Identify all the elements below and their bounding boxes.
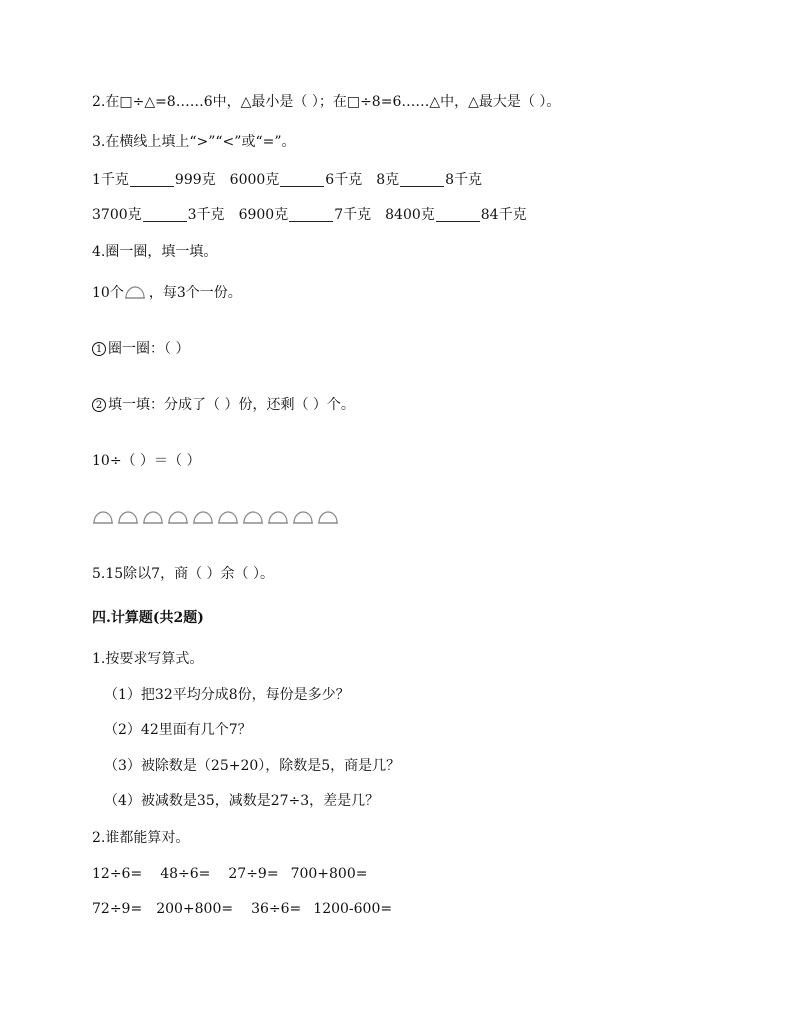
compare-right: 7千克 <box>334 207 372 223</box>
question-3-title: 3.在横线上填上“>”“<”或“=”。 <box>92 134 296 150</box>
steamed-bun-icon[interactable] <box>267 511 289 525</box>
compare-left: 3700克 <box>92 207 142 223</box>
question-4-item-1 <box>92 340 189 358</box>
answer-blank[interactable] <box>130 174 174 187</box>
question-2: 2.在□÷△=8……6中，△最小是（ ）；在□÷8=6……△中，△最大是（ ）。 <box>92 94 561 110</box>
expression: 12÷6= <box>92 866 143 882</box>
calc-2-row-2 <box>92 900 392 918</box>
compare-left: 1千克 <box>92 172 129 188</box>
question-4-equation: 10÷（ ）＝（ ） <box>92 453 201 469</box>
compare-right: 3千克 <box>187 207 225 223</box>
steamed-bun-icon[interactable] <box>192 511 214 525</box>
steamed-bun-icon[interactable] <box>92 511 114 525</box>
calc-2-title: 2.谁都能算对。 <box>92 830 190 846</box>
item-text: 圈一圈：（ ） <box>108 341 190 357</box>
intro-prefix: 10个 <box>92 285 124 301</box>
answer-blank[interactable] <box>143 209 187 222</box>
expression: 72÷9= <box>92 901 143 917</box>
intro-suffix: ，每3个一份。 <box>148 285 242 301</box>
section-4-title: 四.计算题(共2题) <box>92 610 204 626</box>
compare-left: 8400克 <box>385 207 435 223</box>
compare-row-2 <box>92 206 527 224</box>
answer-blank[interactable] <box>289 209 333 222</box>
steamed-bun-icon[interactable] <box>117 511 139 525</box>
circled-number: 1 <box>92 342 106 356</box>
steamed-bun-icon[interactable] <box>167 511 189 525</box>
steamed-bun-icon[interactable] <box>292 511 314 525</box>
compare-right: 8千克 <box>445 172 483 188</box>
calc-2-row-1 <box>92 865 367 883</box>
steamed-bun-icon[interactable] <box>317 511 339 525</box>
calc-1-item: （4）被减数是35，减数是27÷3，差是几？ <box>104 793 380 809</box>
question-4-intro <box>92 284 242 302</box>
circled-number: 2 <box>92 398 106 412</box>
answer-blank[interactable] <box>436 209 480 222</box>
compare-right: 84千克 <box>480 207 527 223</box>
compare-row-1 <box>92 171 482 189</box>
compare-right: 6千克 <box>325 172 363 188</box>
answer-blank[interactable] <box>280 174 324 187</box>
steamed-bun-icon[interactable] <box>217 511 239 525</box>
steamed-bun-icon <box>124 286 146 300</box>
item-text: 填一填：分成了（ ）份，还剩（ ）个。 <box>108 397 355 413</box>
question-4-title: 4.圈一圈，填一填。 <box>92 244 218 260</box>
steamed-bun-icon[interactable] <box>242 511 264 525</box>
expression: 200+800= <box>156 901 234 917</box>
question-5: 5.15除以7，商（ ）余（ ）。 <box>92 566 274 582</box>
calc-1-title: 1.按要求写算式。 <box>92 651 204 667</box>
compare-left: 8克 <box>376 172 400 188</box>
expression: 36÷6= <box>251 901 302 917</box>
calc-1-item: （2）42里面有几个7？ <box>104 722 252 738</box>
bun-row <box>92 511 342 525</box>
question-4-item-2 <box>92 396 355 414</box>
expression: 1200-600= <box>313 901 393 917</box>
expression: 700+800= <box>290 866 368 882</box>
compare-right: 999克 <box>174 172 216 188</box>
compare-left: 6900克 <box>238 207 289 223</box>
compare-left: 6000克 <box>229 172 280 188</box>
steamed-bun-icon[interactable] <box>142 511 164 525</box>
answer-blank[interactable] <box>400 174 444 187</box>
expression: 27÷9= <box>228 866 279 882</box>
calc-1-item: （1）把32平均分成8份，每份是多少？ <box>104 687 350 703</box>
expression: 48÷6= <box>160 866 211 882</box>
calc-1-item: （3）被除数是（25+20），除数是5，商是几？ <box>104 758 401 774</box>
